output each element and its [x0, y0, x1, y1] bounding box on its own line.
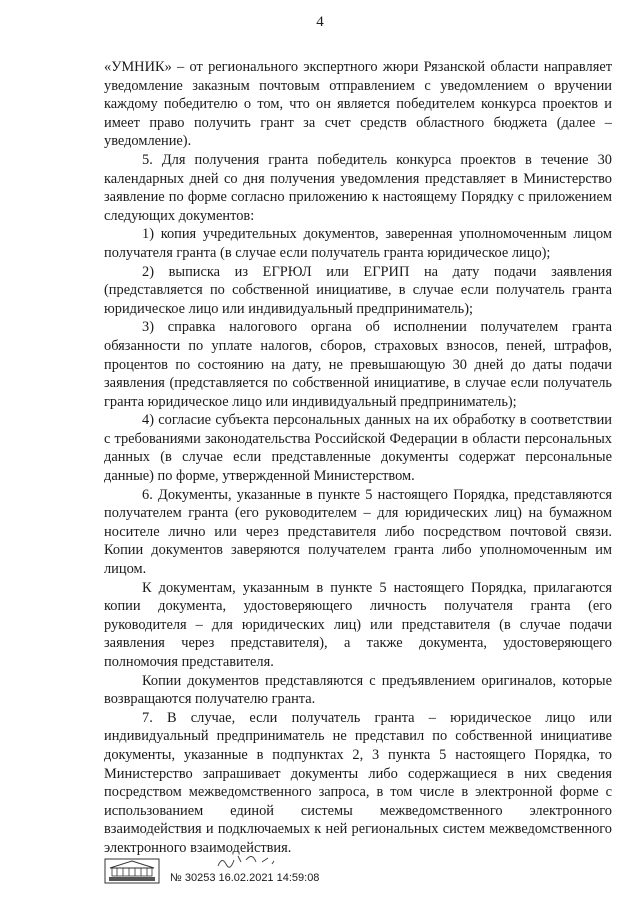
document-body	[104, 58, 612, 858]
government-building-stamp-icon	[104, 858, 160, 884]
registration-number: № 30253 16.02.2021 14:59:08	[170, 872, 320, 884]
paragraph-9: 7. В случае, если получатель гранта – юридическое лицо или индивидуальный предприниматель не представил по собственной инициативе документы, указанные в подпунктах 2, 3 пункта 5 настоящего Порядка, то Министерство запрашивает документы либо содержащиеся в них сведения посредством межведомственного запроса, в том числе в электронной форме с использованием единой системы межведомственного электронного взаимодействия и подключаемых к ней региональных систем межведомственного электронного взаимодействия.	[104, 709, 612, 856]
paragraph-3: 2) выписка из ЕГРЮЛ или ЕГРИП на дату подачи заявления (представляется по собственной инициативе, в случае если получатель гранта юридическое лицо или индивидуальный предприниматель);	[104, 263, 612, 317]
paragraph-2: 1) копия учредительных документов, заверенная уполномоченным лицом получателя гранта (в случае если получатель гранта юридическое лицо);	[104, 226, 612, 261]
paragraph-0: «УМНИК» – от регионального экспертного жюри Рязанской области направляет уведомление заказным почтовым отправлением с уведомлением о вручении каждому победителю о том, что он является победителем конкурса проектов и имеет право получить грант за счет средств областного бюджета (далее – уведомление).	[104, 59, 612, 150]
paragraph-1: 5. Для получения гранта победитель конкурса проектов в течение 30 календарных дней со дня получения уведомления представляет в Министерство заявление по форме согласно приложению к настоящему Порядку с приложением следующих документов:	[104, 151, 612, 224]
paragraph-4: 3) справка налогового органа об исполнении получателем гранта обязанности по уплате налогов, сборов, страховых взносов, пеней, штрафов, процентов по состоянию на дату, не превышающую 30 дней до даты подачи заявления (представляется по собственной инициативе, в случае если получатель гранта юридическое лицо или индивидуальный предприниматель);	[104, 319, 612, 410]
paragraph-5: 4) согласие субъекта персональных данных на их обработку в соответствии с требованиями законодательства Российской Федерации в области персональных данных (в случае если представленные документы содержат персональные данные) по форме, утвержденной Министерством.	[104, 412, 612, 485]
signature-mark-icon	[214, 848, 284, 872]
paragraph-6: 6. Документы, указанные в пункте 5 настоящего Порядка, представляются получателем гранта (его руководителем – для юридических лиц) на бумажном носителе лично или через представителя либо посредством почтовой связи. Копии документов заверяются получателем гранта либо уполномоченным им лицом.	[104, 486, 612, 578]
paragraph-8: Копии документов представляются с предъявлением оригиналов, которые возвращаются получателю гранта.	[104, 672, 612, 708]
paragraph-7: К документам, указанным в пункте 5 настоящего Порядка, прилагаются копии документа, удостоверяющего личность получателя гранта (его руководителя – для юридических лиц) или представителя (в случае подачи заявления через представителя), а также документа, удостоверяющего полномочия представителя.	[104, 579, 612, 670]
document-footer	[104, 848, 612, 898]
page-number: 4	[316, 14, 324, 30]
